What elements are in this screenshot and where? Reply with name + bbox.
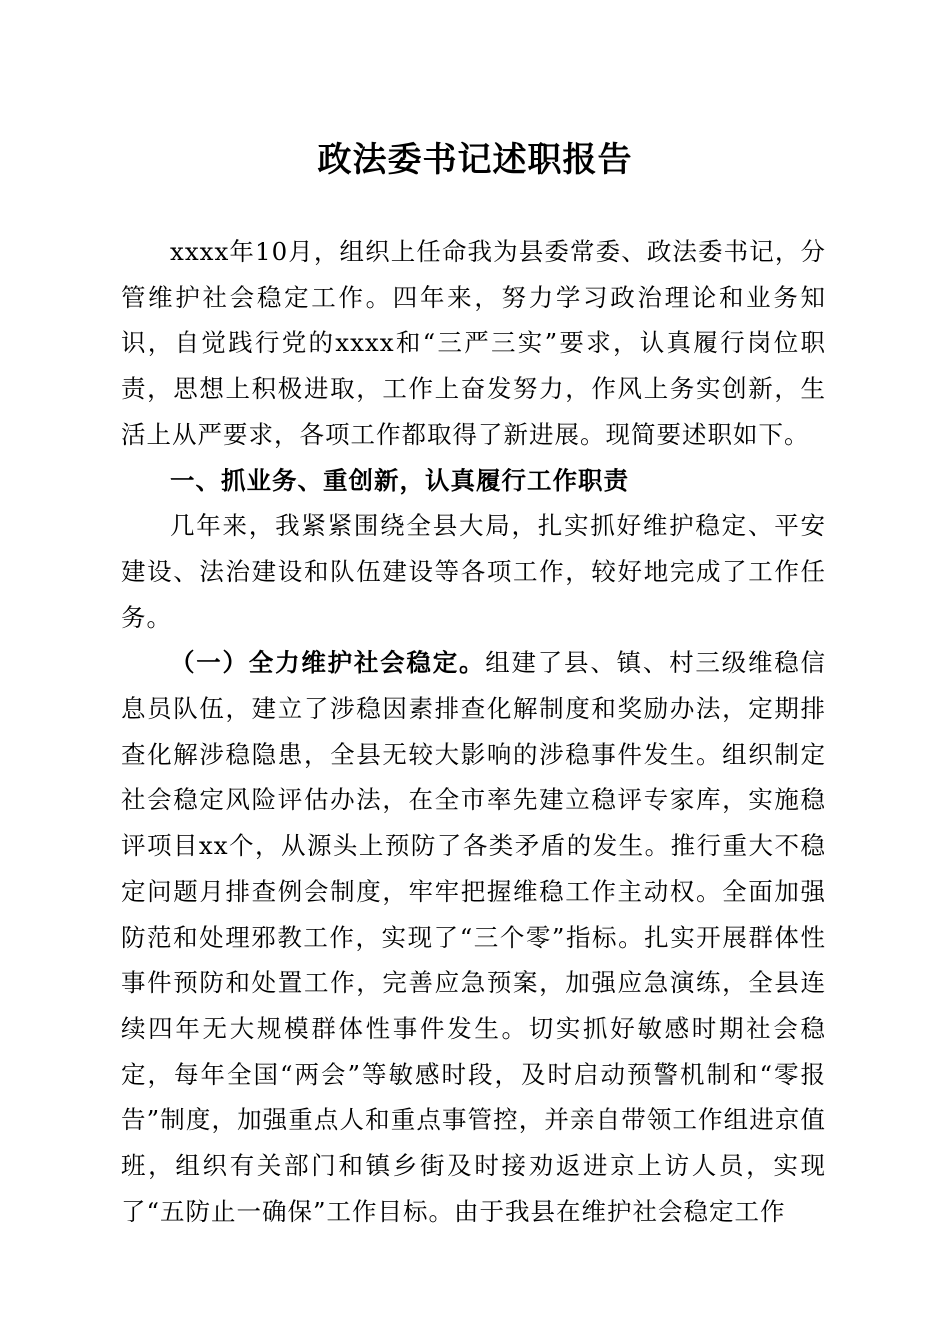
section-intro-paragraph: 几年来，我紧紧围绕全县大局，扎实抓好维护稳定、平安建设、法治建设和队伍建设等各项工作，较好地完成了工作任务。 xyxy=(121,511,826,632)
section-heading: 一、抓业务、重创新，认真履行工作职责 xyxy=(170,465,629,495)
subsection-paragraph xyxy=(121,640,826,1234)
intro-paragraph: xxxx年10月，组织上任命我为县委常委、政法委书记，分管维护社会稳定工作。四年来，努力学习政治理论和业务知识，自觉践行党的xxxx和“三严三实”要求，认真履行岗位职责，思想上积极进取，工作上奋发努力，作风上务实创新，生活上从严要求，各项工作都取得了新进展。现简要述职如下。 xyxy=(121,237,826,449)
document-body xyxy=(121,229,826,1234)
subsection-heading: （一）全力维护社会稳定。 xyxy=(170,648,486,678)
document-title: 政法委书记述职报告 xyxy=(317,140,633,180)
subsection-text: 组建了县、镇、村三级维稳信息员队伍，建立了涉稳因素排查化解制度和奖励办法，定期排查化解涉稳隐患，全县无较大影响的涉稳事件发生。组织制定社会稳定风险评估办法，在全市率先建立稳评专家库，实施稳评项目xx个，从源头上预防了各类矛盾的发生。推行重大不稳定问题月排查例会制度，牢牢把握维稳工作主动权。全面加强防范和处理邪教工作，实现了“三个零”指标。扎实开展群体性事件预防和处置工作，完善应急预案，加强应急演练，全县连续四年无大规模群体性事件发生。切实抓好敏感时期社会稳定，每年全国“两会”等敏感时段，及时启动预警机制和“零报告”制度，加强重点人和重点事管控，并亲自带领工作组进京值班，组织有关部门和镇乡街及时接劝返进京上访人员，实现了“五防止一确保”工作目标。由于我县在维护社会稳定工作 xyxy=(121,648,826,1226)
